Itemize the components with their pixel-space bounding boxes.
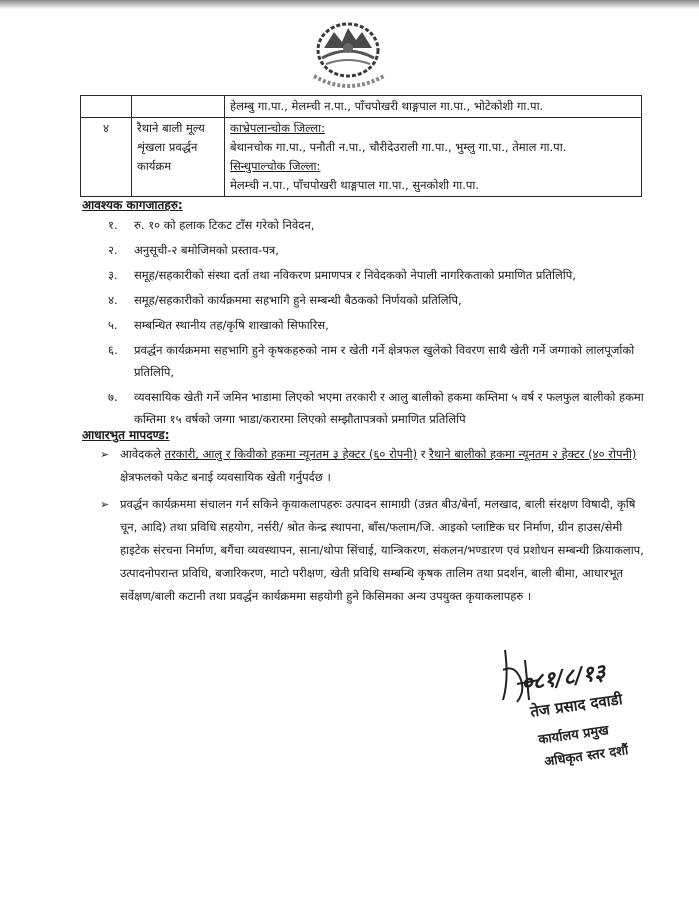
underlined-requirement: रैथाने बालीको हकमा न्यूनतम २ हेक्टर (४० रोपनी) [429, 447, 637, 461]
district-places: मेलम्ची न.पा., पाँचपोखरी थाङ्गपाल गा.पा., सुनकोशी गा.पा. [230, 178, 480, 192]
program-name-cell: रैथाने बाली मूल्य शृंखला प्रवर्द्धन कार्यक्रम [132, 118, 225, 197]
item-text: अनुसूची-२ बमोजिमको प्रस्ताव-पत्र, [134, 243, 279, 257]
program-cell [132, 96, 225, 118]
places-cell: हेलम्बु गा.पा., मेलम्ची न.पा., पाँचपोखरी थाङ्गपाल गा.पा., भोटेकोशी गा.पा. [225, 96, 642, 118]
list-item [108, 264, 648, 286]
list-item [108, 339, 648, 383]
item-text: समूह/सहकारीको संस्था दर्ता तथा नविकरण प्रमाणपत्र र निवेदकको नेपाली नागरिकताको प्रमाणित प्रतिलिपि, [134, 268, 576, 282]
item-number: २. [108, 243, 118, 257]
criteria-heading: आधारभुत मापदण्ड: [82, 428, 170, 442]
list-item [108, 386, 648, 430]
item-text: सम्बन्धित स्थानीय तह/कृषि शाखाको सिफारिस, [134, 318, 329, 332]
underlined-requirement: तरकारी, आलु र किवीको हकमा न्यूनतम ३ हेक्टर (६० रोपनी) [164, 447, 418, 461]
item-number: ६. [108, 343, 118, 357]
table-row-continued [81, 96, 642, 118]
documents-heading: आवश्यक कागजातहरु: [82, 198, 183, 212]
arrow-bullet-icon: ➢ [100, 448, 110, 461]
item-text: क्षेत्रफलको पकेट बनाई व्यवसायिक खेती गर्नुपर्दछ । [120, 470, 331, 484]
item-text: र [417, 447, 430, 461]
item-number: ३. [108, 268, 118, 282]
item-text: प्रवर्द्धन कार्यक्रममा संचालन गर्न सकिने कृयाकलापहरुः उत्पादन सामाग्री (उन्नत बीउ/बेर्ना, मलखाद, बाली संरक्षण विषादी, कृषि चून, आदि) तथा प्रविधि सहयोग, नर्सरी/ श्रोत केन्द्र स्थापना, बाँस/फलाम/जि. आइको प्लाष्टिक घर निर्माण, ग्रीन हाउस/सेमी हाइटेक संरचना निर्माण, बगैंचा व्यवस्थापन, साना/थोपा सिंचाई, यान्त्रिकरण, संकलन/भण्डारण एवं प्रशोधन सम्बन्धी क्रियाकलाप, उत्पादनोपरान्त प्रविधि, बजारिकरण, माटो परीक्षण, खेती प्रविधि सम्बन्धि कृषक तालिम तथा प्रदर्शन, बाली बीमा, आधारभूत सर्वेक्षण/बाली कटानी तथा प्रवर्द्धन कार्यक्रममा सहयोगी हुने किसिमका अन्य उपयुक्त कृयाकलापहरु । [120, 497, 644, 603]
district-label: सिन्धुपाल्चोक जिल्ला: [230, 159, 321, 173]
program-table [80, 95, 642, 197]
item-number: ४. [108, 293, 118, 307]
scan-top-edge [0, 0, 699, 9]
item-number: १. [108, 218, 118, 232]
signatory-title: कार्यालय प्रमुख [537, 723, 610, 748]
serial-cell [81, 96, 132, 118]
item-number: ५. [108, 318, 118, 332]
table-row-4 [81, 118, 642, 197]
item-text: आवेदकले [120, 447, 165, 461]
list-item [108, 314, 648, 336]
list-item [108, 239, 648, 261]
signature-block [495, 640, 665, 800]
list-item [100, 443, 650, 489]
list-item [108, 214, 648, 236]
districts-cell [225, 118, 642, 197]
item-text: रु. १० को हलाक टिकट टाँस गरेको निवेदन, [134, 218, 315, 232]
item-text: व्यवसायिक खेती गर्ने जमिन भाडामा लिएको भएमा तरकारी र आलु बालीको हकमा कम्तिमा ५ वर्ष र फलफुल बालीको हकमा कम्तिमा १५ वर्षको जग्गा भाडा/करारमा लिएको सम्झौतापत्रको प्रमाणित प्रतिलिपि [134, 390, 644, 426]
signatory-name: तेज प्रसाद दवाडी [529, 690, 624, 721]
documents-list [108, 214, 648, 433]
signature-date: ०८१/८/१३ [519, 659, 607, 697]
government-emblem-seal [300, 18, 396, 98]
list-item [108, 289, 648, 311]
arrow-bullet-icon: ➢ [100, 498, 110, 511]
district-label: काभ्रेपलान्चोक जिल्ला: [230, 121, 325, 135]
item-number: ७. [108, 390, 118, 404]
district-places: बेथानचोक गा.पा., पनौती न.पा., चौरीदेउराली गा.पा., भुम्लु गा.पा., तेमाल गा.पा. [230, 140, 567, 154]
criteria-list [100, 443, 650, 612]
serial-cell: ४ [81, 118, 132, 197]
list-item [100, 493, 650, 608]
signatory-rank: अधिकृत स्तर दशौं [543, 743, 630, 770]
item-text: समूह/सहकारीको कार्यक्रममा सहभागि हुने सम्बन्धी बैठकको निर्णयको प्रतिलिपि, [134, 293, 462, 307]
item-text: प्रवर्द्धन कार्यक्रममा सहभागि हुने कृषकहरुको नाम र खेती गर्ने क्षेत्रफल खुलेको विवरण साथै खेती गर्ने जग्गाको लालपूर्जाको प्रतिलिपि, [134, 343, 635, 379]
